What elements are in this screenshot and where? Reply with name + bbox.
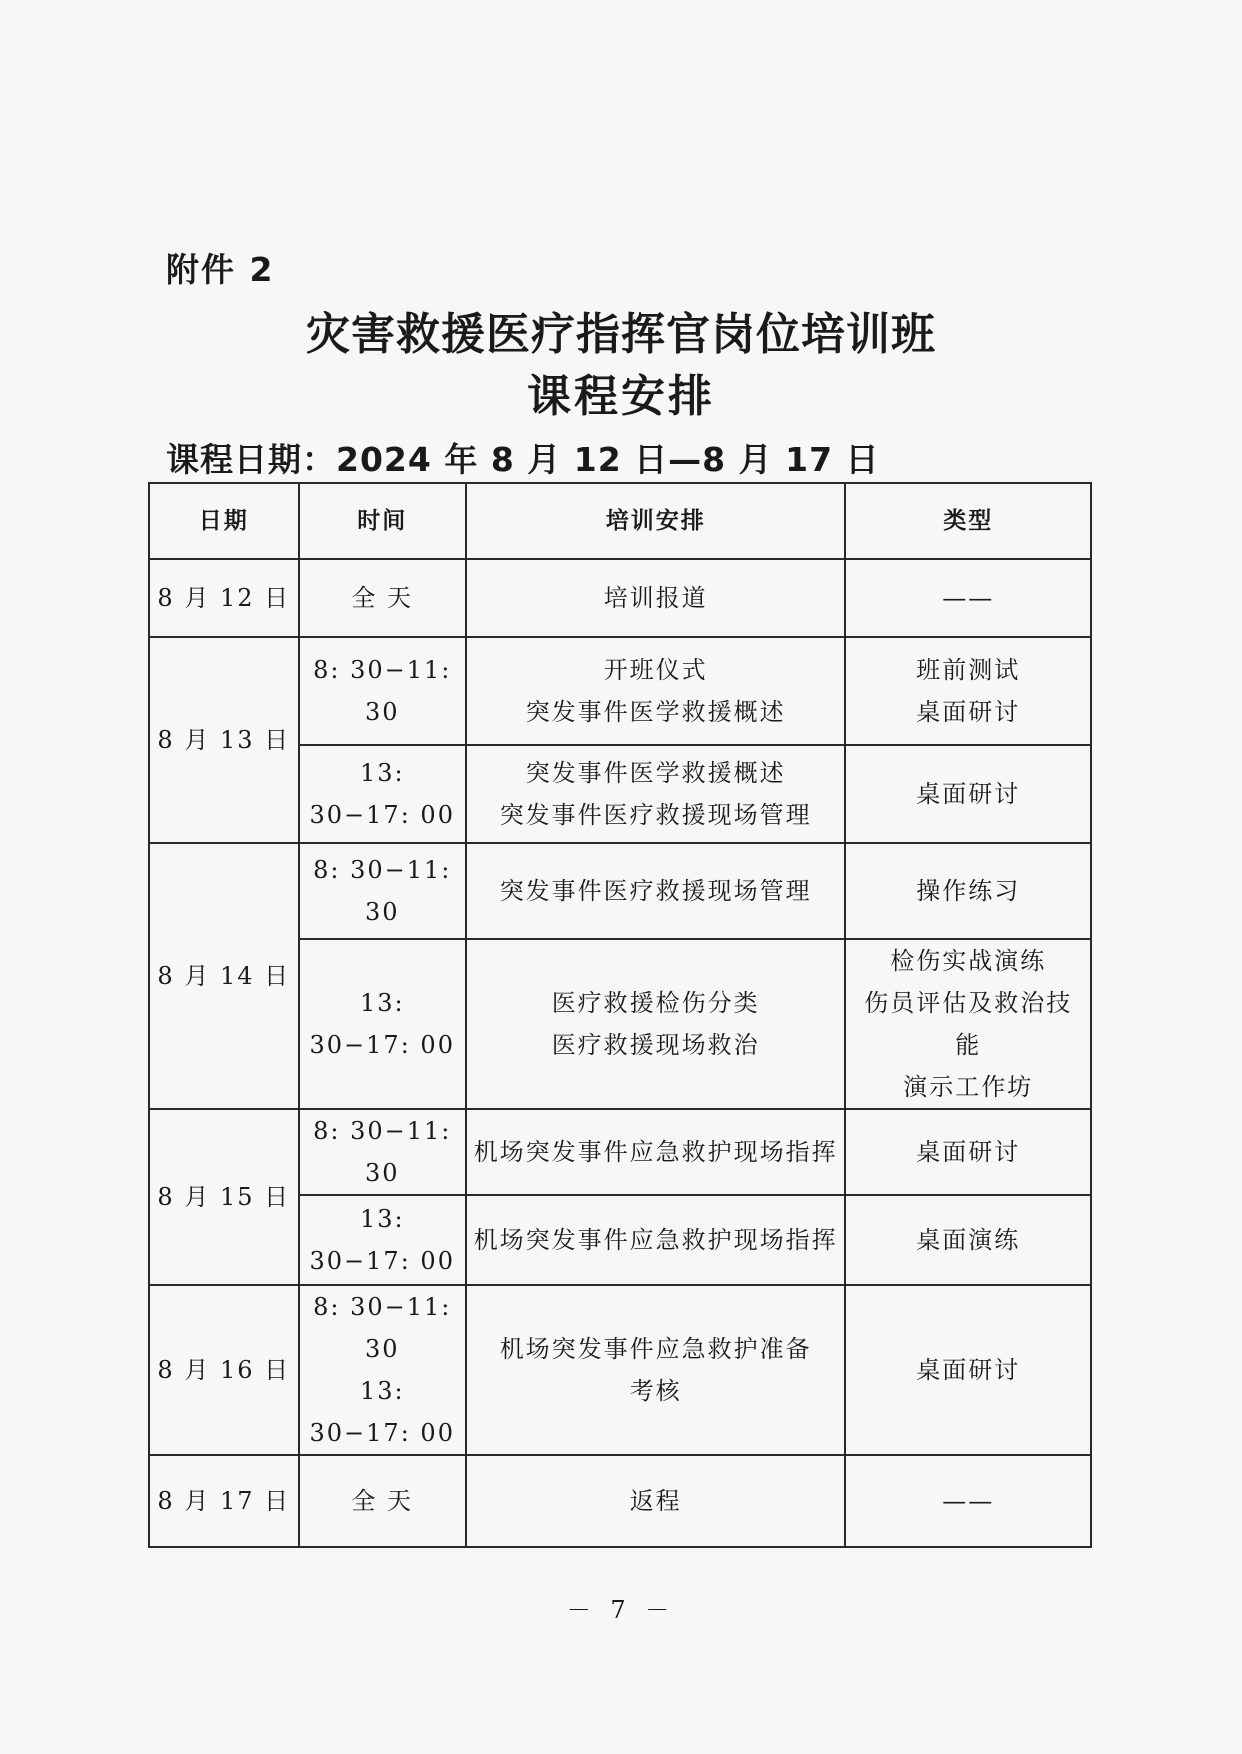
cell-arrangement: 机场突发事件应急救护现场指挥 [466, 1109, 845, 1195]
cell-time: 8: 30−11: 30 [299, 843, 466, 939]
cell-type: 班前测试 桌面研讨 [845, 637, 1091, 745]
cell-type: 操作练习 [845, 843, 1091, 939]
page-number: － 7 － [566, 1596, 676, 1624]
cell-time: 全 天 [299, 1455, 466, 1547]
cell-date: 8 月 16 日 [149, 1285, 299, 1455]
cell-date: 8 月 12 日 [149, 559, 299, 637]
cell-time: 13: 30−17: 00 [299, 939, 466, 1109]
cell-arrangement: 开班仪式 突发事件医学救援概述 [466, 637, 845, 745]
document-subtitle: 课程安排 [527, 371, 715, 422]
table-row [149, 1455, 1091, 1547]
cell-type: 桌面研讨 [845, 745, 1091, 843]
cell-type: 桌面演练 [845, 1195, 1091, 1285]
course-date: 课程日期：2024 年 8 月 12 日—8 月 17 日 [166, 440, 880, 479]
attachment-label: 附件 2 [166, 250, 275, 289]
cell-type: 桌面研讨 [845, 1109, 1091, 1195]
cell-type: —— [845, 1455, 1091, 1547]
cell-arrangement: 机场突发事件应急救护现场指挥 [466, 1195, 845, 1285]
cell-time: 全 天 [299, 559, 466, 637]
cell-time: 8: 30−11: 30 13: 30−17: 00 [299, 1285, 466, 1455]
cell-date: 8 月 13 日 [149, 637, 299, 843]
cell-arrangement: 机场突发事件应急救护准备 考核 [466, 1285, 845, 1455]
cell-arrangement: 返程 [466, 1455, 845, 1547]
cell-type: 检伤实战演练 伤员评估及救治技能 演示工作坊 [845, 939, 1091, 1109]
table-row [149, 559, 1091, 637]
table-header-row [149, 483, 1091, 559]
cell-time: 8: 30−11: 30 [299, 637, 466, 745]
header-arrangement: 培训安排 [466, 483, 845, 559]
cell-time: 13: 30−17: 00 [299, 1195, 466, 1285]
header-date: 日期 [149, 483, 299, 559]
schedule-table [148, 482, 1092, 1548]
table-row [149, 637, 1091, 745]
table-row [149, 1109, 1091, 1195]
cell-date: 8 月 14 日 [149, 843, 299, 1109]
cell-time: 8: 30−11: 30 [299, 1109, 466, 1195]
cell-date: 8 月 15 日 [149, 1109, 299, 1285]
cell-arrangement: 培训报道 [466, 559, 845, 637]
table-row [149, 843, 1091, 939]
document-title: 灾害救援医疗指挥官岗位培训班 [306, 309, 936, 360]
cell-time: 13: 30−17: 00 [299, 745, 466, 843]
cell-arrangement: 医疗救援检伤分类 医疗救援现场救治 [466, 939, 845, 1109]
cell-type: —— [845, 559, 1091, 637]
cell-arrangement: 突发事件医疗救援现场管理 [466, 843, 845, 939]
cell-type: 桌面研讨 [845, 1285, 1091, 1455]
cell-date: 8 月 17 日 [149, 1455, 299, 1547]
table-row [149, 1285, 1091, 1455]
cell-arrangement: 突发事件医学救援概述 突发事件医疗救援现场管理 [466, 745, 845, 843]
header-type: 类型 [845, 483, 1091, 559]
header-time: 时间 [299, 483, 466, 559]
